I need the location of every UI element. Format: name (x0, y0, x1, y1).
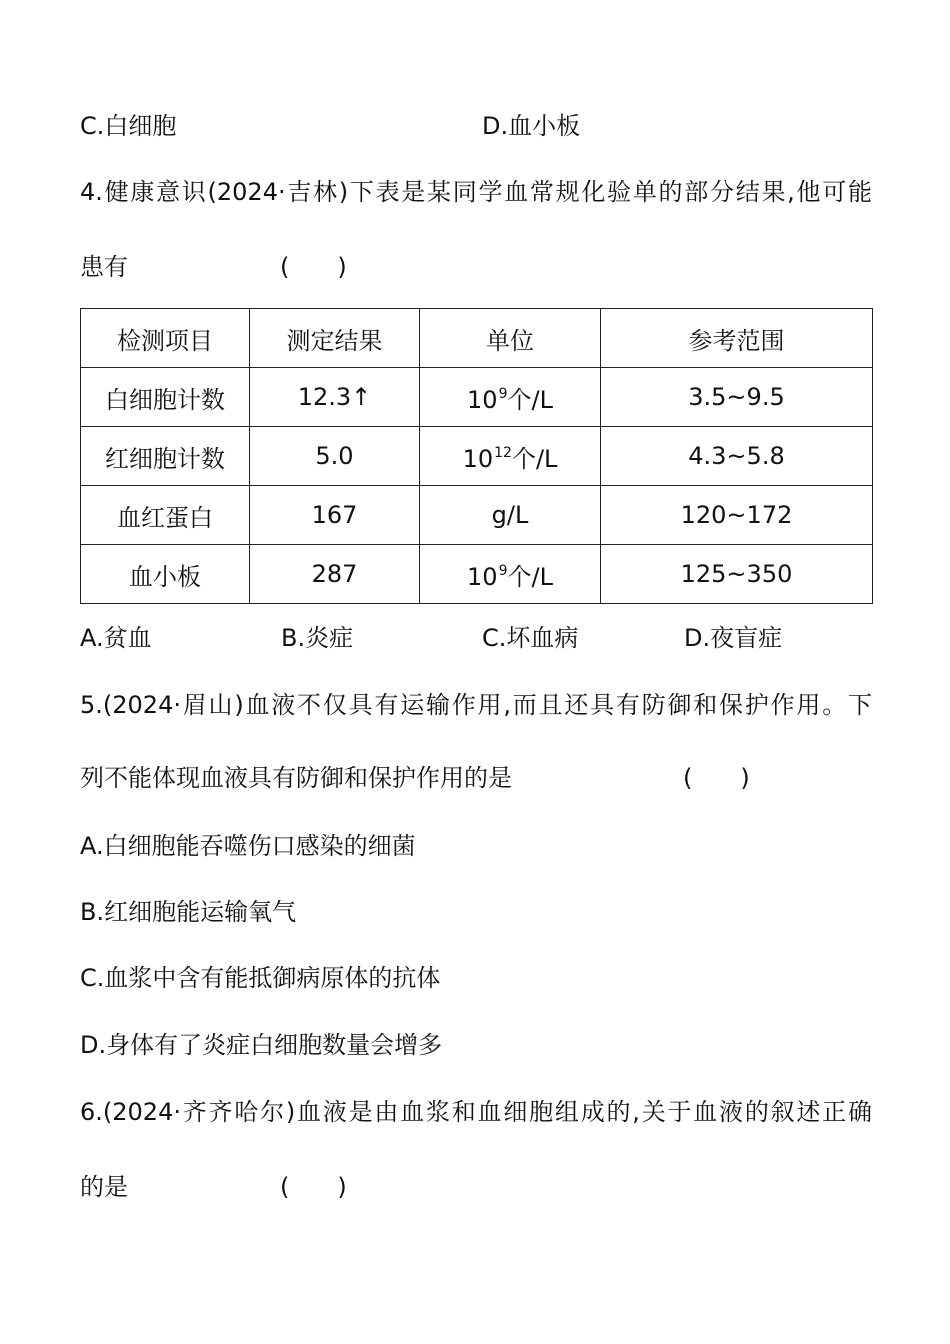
row-item: 血红蛋白 (81, 486, 250, 545)
row-item: 血小板 (81, 545, 250, 604)
q5-option-d: D.身体有了炎症白细胞数量会增多 (80, 1031, 443, 1059)
q4-option-b: B.炎症 (281, 624, 354, 652)
header-range: 参考范围 (601, 309, 873, 368)
table-header-row (81, 309, 873, 368)
q5-option-b: B.红细胞能运输氧气 (80, 898, 297, 926)
q5-stem-line2: 列不能体现血液具有防御和保护作用的是 (80, 764, 512, 792)
q4-option-a: A.贫血 (80, 624, 152, 652)
q5-answer-bracket: ( ) (683, 764, 750, 792)
table-row (81, 427, 873, 486)
q4-option-c: C.坏血病 (482, 624, 579, 652)
q6-stem-line1: 6.(2024·齐齐哈尔)血液是由血浆和血细胞组成的,关于血液的叙述正确 (80, 1098, 872, 1126)
row-result: 287 (250, 545, 420, 604)
row-item: 白细胞计数 (81, 368, 250, 427)
row-result: 5.0 (250, 427, 420, 486)
q3-option-d: D.血小板 (482, 112, 581, 140)
header-result: 测定结果 (250, 309, 420, 368)
row-range: 4.3~5.8 (601, 427, 873, 486)
row-range: 3.5~9.5 (601, 368, 873, 427)
header-unit: 单位 (420, 309, 601, 368)
row-range: 125~350 (601, 545, 873, 604)
q5-stem-line1: 5.(2024·眉山)血液不仅具有运输作用,而且还具有防御和保护作用。下 (80, 691, 872, 719)
row-result: 167 (250, 486, 420, 545)
q6-stem-line2: 的是 (80, 1173, 128, 1201)
header-item: 检测项目 (81, 309, 250, 368)
table-row (81, 368, 873, 427)
q5-option-a: A.白细胞能吞噬伤口感染的细菌 (80, 832, 416, 860)
row-item: 红细胞计数 (81, 427, 250, 486)
row-result: 12.3↑ (250, 368, 420, 427)
q4-option-d: D.夜盲症 (684, 624, 783, 652)
table-row (81, 545, 873, 604)
table-row (81, 486, 873, 545)
q5-option-c: C.血浆中含有能抵御病原体的抗体 (80, 964, 441, 992)
row-unit: $10^{12}$个/L (420, 427, 601, 486)
blood-test-table (80, 308, 873, 604)
row-unit: $10^9$个/L (420, 368, 601, 427)
q4-stem-line1: 4.健康意识(2024·吉林)下表是某同学血常规化验单的部分结果,他可能 (80, 178, 872, 206)
row-range: 120~172 (601, 486, 873, 545)
q4-answer-bracket: ( ) (280, 253, 347, 281)
row-unit: g/L (420, 486, 601, 545)
row-unit: $10^9$个/L (420, 545, 601, 604)
q3-option-c: C.白细胞 (80, 112, 177, 140)
q6-answer-bracket: ( ) (280, 1173, 347, 1201)
q4-stem-line2: 患有 (80, 253, 128, 281)
